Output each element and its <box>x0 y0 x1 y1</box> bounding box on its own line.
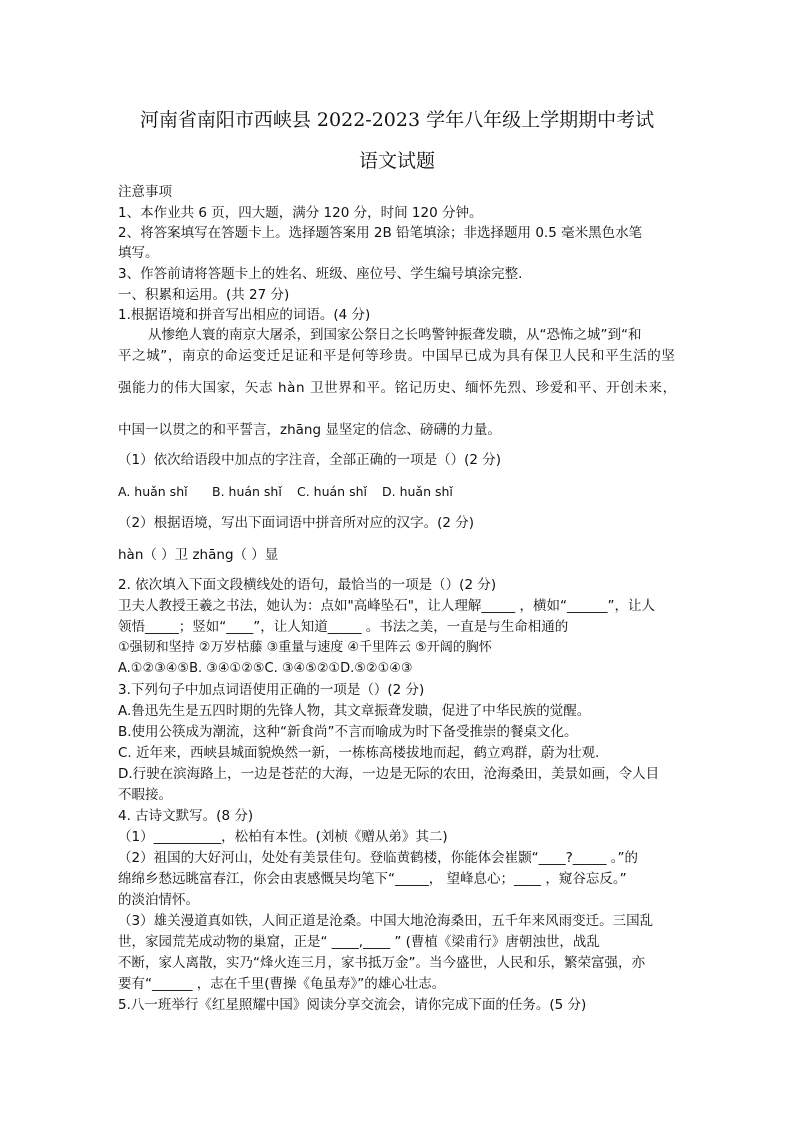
section-heading: 一、积累和运用。(共 27 分) <box>118 287 290 303</box>
option-b: B. huán shǐ <box>212 484 282 499</box>
passage-line: 平之城”，南京的命运变迁足证和平是何等珍贵。中国早已成为具有保卫人民和平生活的坚 <box>118 348 676 364</box>
question-4-line: 要有“______ ，志在千里(曹操《龟虽寿》”的雄心壮志。 <box>118 976 446 992</box>
notes-heading: 注意事项 <box>118 184 172 200</box>
question-2-line: 领悟_____；竖如“____”，让人知道_____ 。书法之美，一直是与生命相通的 <box>118 619 569 635</box>
passage-line: 强能力的伟大国家，矢志 hàn 卫世界和平。铭记历史、缅怀先烈、珍爱和平、开创未来， <box>118 380 677 396</box>
question-4-line: 不断，家人离散，实乃“烽火连三月，家书抵万金”。当今盛世，人民和乐，繁荣富强，亦 <box>118 955 645 971</box>
note-item: 填写。 <box>118 245 159 261</box>
exam-subtitle: 语文试题 <box>358 150 435 172</box>
question-1-sub2: （2）根据语境，写出下面词语中拼音所对应的汉字。(2 分) <box>118 515 475 531</box>
question-3-stem: 3.下列句子中加点词语使用正确的一项是（）(2 分) <box>118 682 425 698</box>
question-2-phrases: ①强韧和坚持 ②万岁枯藤 ③重量与速度 ④千里阵云 ⑤开阔的胸怀 <box>118 640 492 655</box>
exam-title: 河南省南阳市西峡县 2022-2023 学年八年级上学期期中考试 <box>139 109 655 131</box>
question-4-line: 的淡泊情怀。 <box>118 892 199 908</box>
note-item: 3、作答前请将答题卡上的姓名、班级、座位号、学生编号填涂完整. <box>118 266 523 282</box>
pinyin-blanks: hàn（ ）卫 zhāng（ ）显 <box>118 547 279 563</box>
question-2-line: 卫夫人教授王羲之书法，她认为：点如"高峰坠石"，让人理解_____ ，横如“______”，让人 <box>118 598 655 614</box>
option-d: D. huǎn shǐ <box>382 484 453 499</box>
question-1-stem: 1.根据语境和拼音写出相应的词语。(4 分) <box>118 307 371 323</box>
passage-line: 中国一以贯之的和平誓言，zhāng 显坚定的信念、磅礴的力量。 <box>118 422 501 438</box>
question-4-line: （1）__________，松柏有本性。(刘桢《赠从弟》其二) <box>118 829 448 845</box>
passage-line: 从惨绝人寰的南京大屠杀，到国家公祭日之长鸣警钟振聋发聩，从“恐怖之城”到“和 <box>148 327 642 343</box>
question-3-option: B.使用公筷成为潮流，这种“新食尚”不言而喻成为时下备受推崇的餐桌文化。 <box>118 724 578 740</box>
question-2-options: A.①②③④⑤B. ③④①②⑤C. ③④⑤②①D.⑤②①④③ <box>118 661 413 676</box>
note-item: 2、将答案填写在答题卡上。选择题答案用 2B 铅笔填涂；非选择题用 0.5 毫米黑色水笔 <box>118 225 643 241</box>
option-c: C. huán shǐ <box>297 484 367 499</box>
question-4-line: （2）祖国的大好河山，处处有美景佳句。登临黄鹤楼，你能体会崔颢“____?_____ 。”的 <box>118 850 639 866</box>
question-3-option: A.鲁迅先生是五四时期的先锋人物，其文章振聋发聩，促进了中华民族的觉醒。 <box>118 703 591 719</box>
question-2-stem: 2. 依次填入下面文段横线处的语句，最恰当的一项是（）(2 分) <box>118 577 497 593</box>
option-a: A. huǎn shǐ <box>118 484 188 499</box>
question-3-option: C. 近年来，西峡县城面貌焕然一新，一栋栋高楼拔地而起，鹤立鸡群，蔚为壮观. <box>118 745 600 761</box>
question-1-sub1: （1）依次给语段中加点的字注音，全部正确的一项是（）(2 分) <box>118 452 502 468</box>
question-3-option: D.行驶在滨海路上，一边是苍茫的大海，一边是无际的农田，沧海桑田，美景如画，令人目 <box>118 766 660 782</box>
question-5-stem: 5.八一班举行《红星照耀中国》阅读分享交流会，请你完成下面的任务。(5 分) <box>118 997 587 1013</box>
question-4-stem: 4. 古诗文默写。(8 分) <box>118 808 254 824</box>
note-item: 1、本作业共 6 页，四大题，满分 120 分，时间 120 分钟。 <box>118 205 483 221</box>
question-4-line: 绵绵乡愁远眺富春江，你会由衷感慨吴均笔下“_____， 望峰息心；____ ，窥谷忘反。” <box>118 871 627 887</box>
question-4-line: （3）雄关漫道真如铁，人间正道是沧桑。中国大地沧海桑田，五千年来风雨变迁。三国乱 <box>118 913 654 929</box>
question-3-option: 不暇接。 <box>118 787 172 803</box>
question-4-line: 世，家园荒芜成动物的巢窟，正是“ ____,____ ” (曹植《梁甫行》唐朝浊世，战乱 <box>118 934 600 950</box>
